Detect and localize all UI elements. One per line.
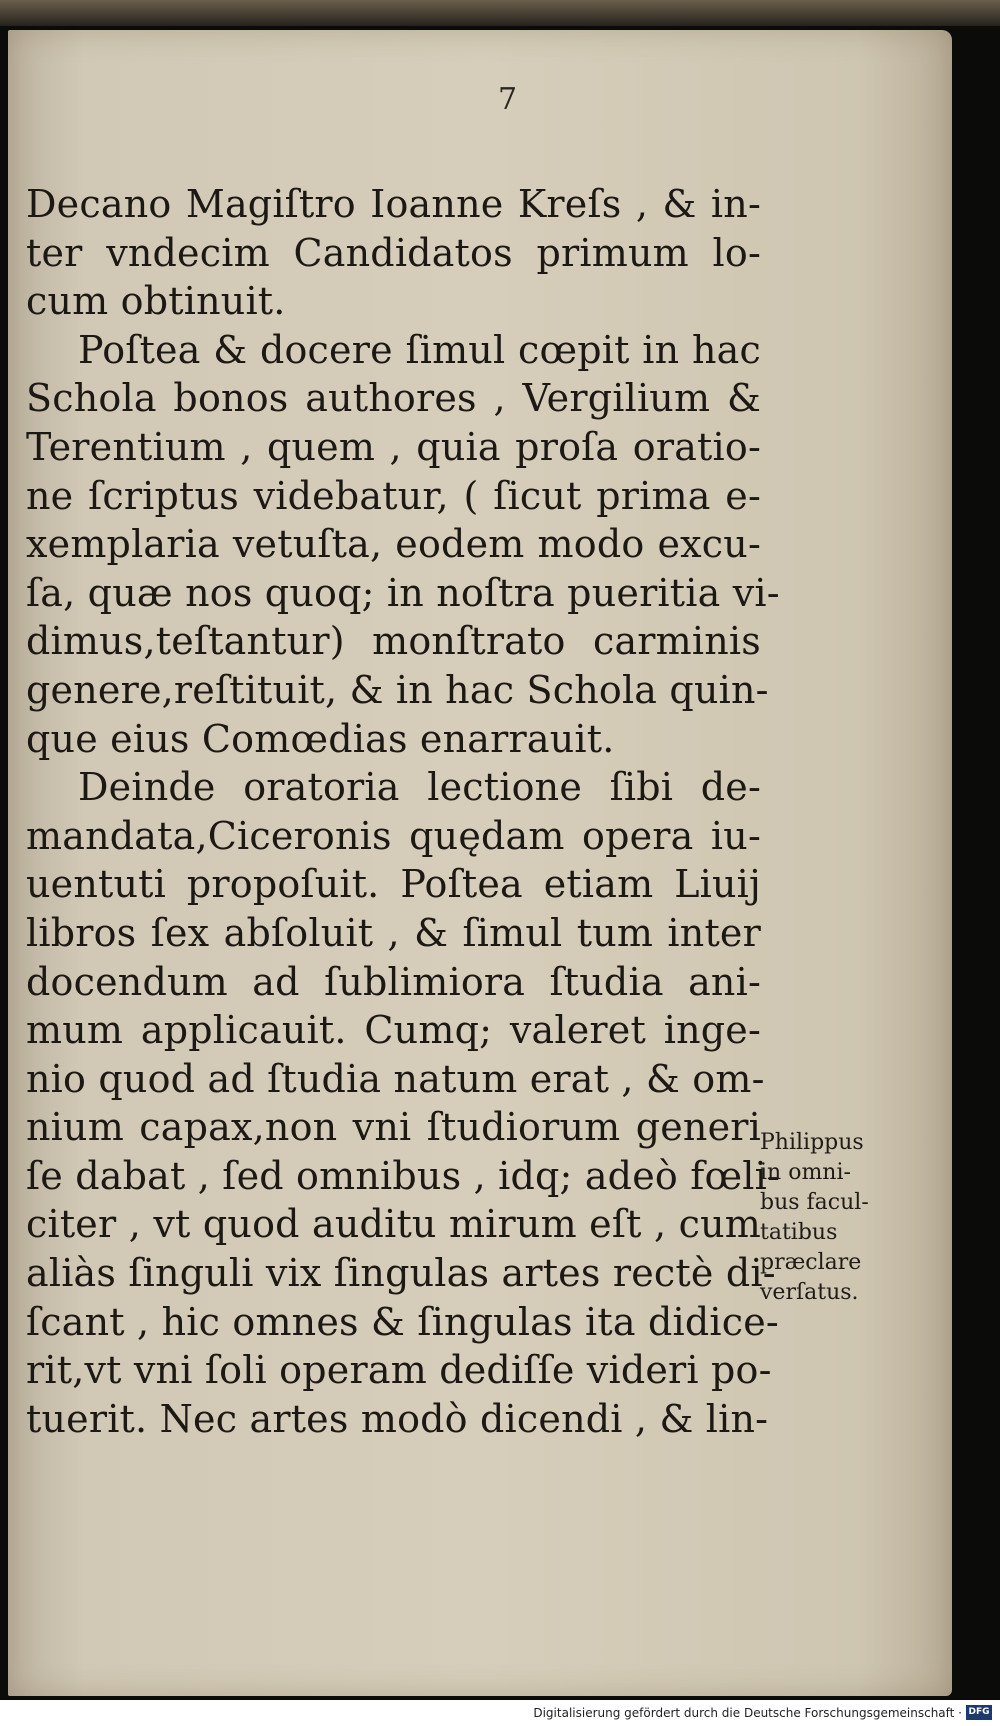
text-line: ſa, quæ nos quoq; in noſtra pueritia vi- (26, 570, 780, 615)
text-line: Terentium , quem , quia proſa oratio- (26, 424, 761, 469)
book-top-edge (0, 0, 1000, 26)
book-page (8, 30, 952, 1696)
body-text (26, 180, 781, 1443)
text-line: genere,reſtituit, & in hac Schola quin- (26, 667, 769, 712)
text-line: nium capax,non vni ſtudiorum generi (26, 1105, 761, 1150)
text-line: aliàs ſinguli vix ſingulas artes rectè di- (26, 1251, 776, 1296)
text-line: ſe dabat , ſed omnibus , idq; adeò fœli- (26, 1153, 781, 1198)
page-number: 7 (498, 82, 518, 117)
dfg-logo: DFG (966, 1705, 992, 1720)
text-line: mum applicauit. Cumq; valeret inge- (26, 1008, 761, 1053)
text-line: xemplaria vetuſta, eodem modo excu- (26, 522, 761, 567)
text-line: Decano Magiſtro Ioanne Kreſs , & in- (26, 182, 761, 226)
text-line: ter vndecim Candidatos primum lo- (26, 230, 761, 275)
text-line: ne ſcriptus videbatur, ( ſicut prima e- (26, 473, 761, 518)
marginal-note-line: præclare (760, 1250, 862, 1275)
text-line: nio quod ad ſtudia natum erat , & om- (26, 1056, 765, 1101)
text-line: Deinde oratoria lectione ſibi de- (78, 765, 761, 810)
marginal-note-line: Philippus (760, 1130, 864, 1155)
text-line: cum obtinuit. (26, 279, 286, 324)
text-line: citer , vt quod auditu mirum eſt , cum (26, 1202, 761, 1247)
text-line: rit,vt vni ſoli operam dediſſe videri po- (26, 1348, 772, 1393)
marginal-note-line: bus facul- (760, 1190, 869, 1215)
text-line: dimus,teſtantur) monſtrato carminis (26, 619, 761, 664)
digitization-footer (0, 1700, 1000, 1726)
text-line: tuerit. Nec artes modò dicendi , & lin- (26, 1396, 769, 1441)
text-line: Schola bonos authores , Vergilium & (26, 376, 761, 421)
funding-credit: Digitalisierung gefördert durch die Deutsche Forschungsgemeinschaft · (533, 1706, 962, 1720)
marginal-note-line: tatibus (760, 1220, 838, 1245)
text-line: uentuti propoſuit. Poſtea etiam Liuij (26, 862, 761, 907)
marginal-note-line: verſatus. (760, 1280, 859, 1305)
text-line: docendum ad ſublimiora ſtudia ani- (26, 959, 761, 1004)
text-line: ſcant , hic omnes & ſingulas ita didice- (26, 1299, 779, 1344)
text-line: mandata,Ciceronis quędam opera iu- (26, 813, 761, 858)
text-line: que eius Comœdias enarrauit. (26, 716, 615, 761)
text-line: libros ſex abſoluit , & ſimul tum inter (26, 910, 761, 955)
marginal-note-line: in omni- (760, 1160, 851, 1185)
marginal-note (760, 1128, 910, 1308)
text-line: Poſtea & docere ſimul cœpit in hac (78, 327, 761, 372)
